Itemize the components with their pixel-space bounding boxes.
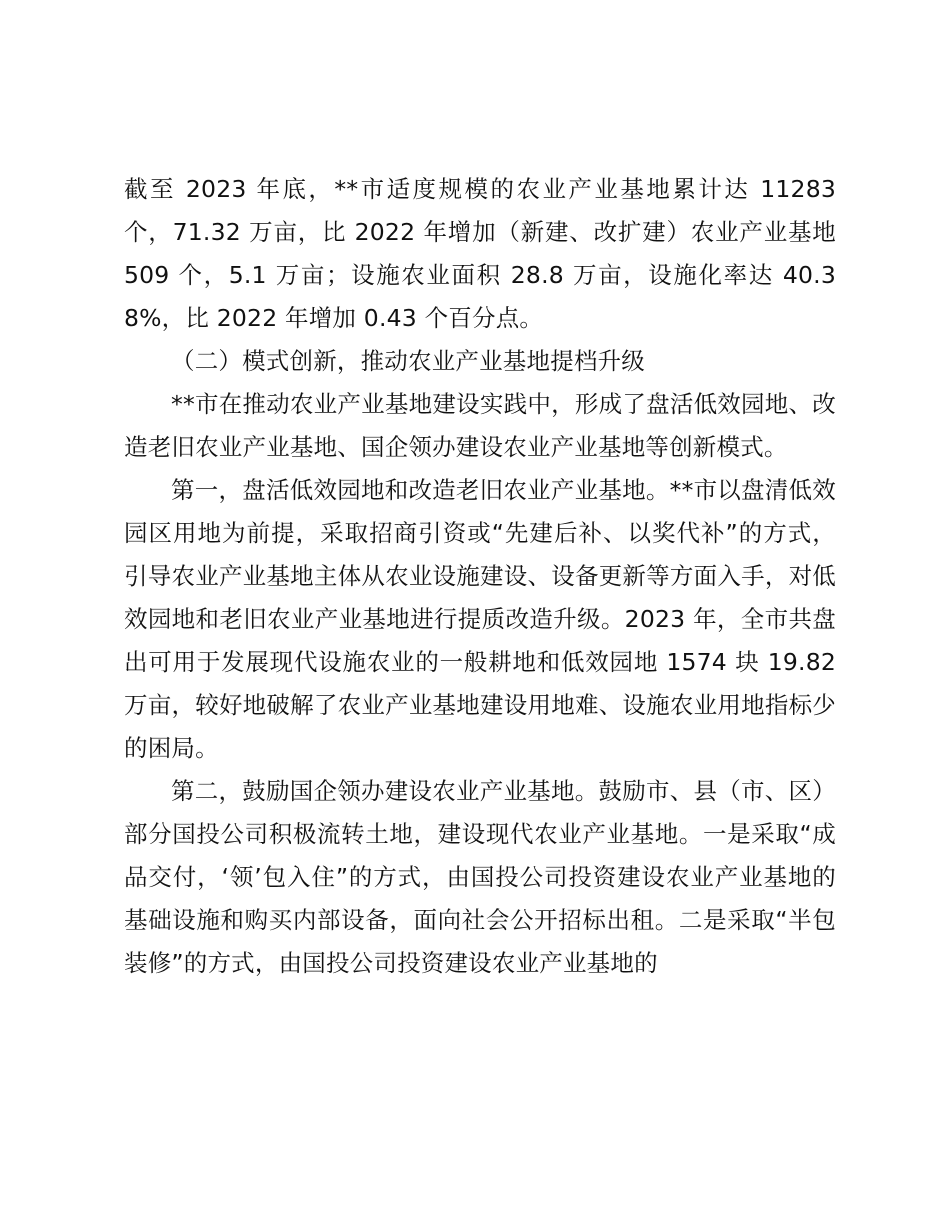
paragraph-first-revitalize-land: 第一，盘活低效园地和改造老旧农业产业基地。**市以盘清低效园区用地为前提，采取招商引资或“先建后补、以奖代补”的方式，引导农业产业基地主体从农业设施建设、设备更新等方面入手，对低效园地和老旧农业产业基地进行提质改造升级。2023 年，全市共盘出可用于发展现代设施农业的一般耕地和低效园地 1574 块 19.82 万亩，较好地破解了农业产业基地建设用地难、设施农业用地指标少的困局。 bbox=[124, 476, 836, 762]
section-heading-model-innovation: （二）模式创新，推动农业产业基地提档升级 bbox=[171, 347, 645, 375]
paragraph-innovation-models: **市在推动农业产业基地建设实践中，形成了盘活低效园地、改造老旧农业产业基地、国企领办建设农业产业基地等创新模式。 bbox=[124, 390, 836, 461]
paragraph-summary-statistics: 截至 2023 年底，**市适度规模的农业产业基地累计达 11283 个，71.32 万亩，比 2022 年增加（新建、改扩建）农业产业基地 509 个，5.1 万亩；设施农业面积 28.8 万亩，设施化率达 40.38%，比 2022 年增加 0.43 个百分点。 bbox=[124, 175, 836, 332]
document-body bbox=[124, 168, 836, 985]
paragraph-second-soe-bases: 第二，鼓励国企领办建设农业产业基地。鼓励市、县（市、区）部分国投公司积极流转土地，建设现代农业产业基地。一是采取“成品交付，‘领’包入住”的方式，由国投公司投资建设农业产业基地的基础设施和购买内部设备，面向社会公开招标出租。二是采取“半包装修”的方式，由国投公司投资建设农业产业基地的 bbox=[124, 777, 836, 977]
